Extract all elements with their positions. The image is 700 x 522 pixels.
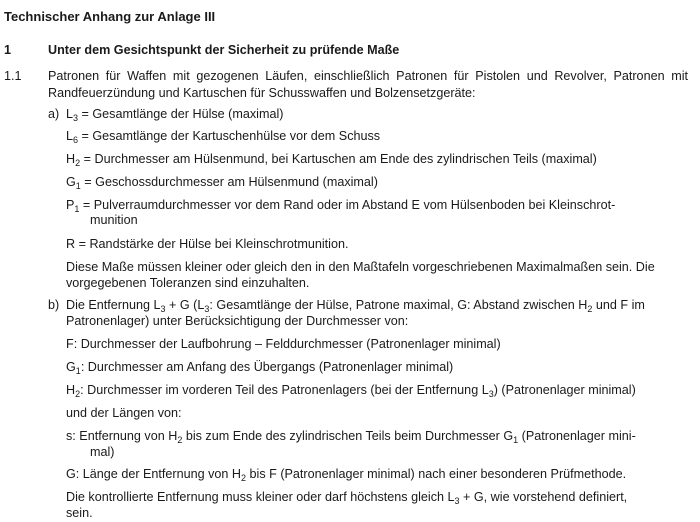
def-p1-continuation: munition	[90, 213, 138, 227]
def-h2: $H_2$ = Durchmesser am Hülsenmund, bei Kartuschen am Ende des zylindrischen Teils (maximal)	[66, 152, 597, 168]
item-b-label: b)	[48, 298, 60, 312]
page-title: Technischer Anhang zur Anlage III	[4, 9, 216, 24]
def-r: R = Randstärke der Hülse bei Kleinschrotmunition.	[66, 237, 349, 251]
def-h2-b: $H_2$: Durchmesser im vorderen Teil des Patronenlagers (bei der Entfernung $L_3$) (Patronenlager minimal)	[66, 383, 636, 399]
item-a-label: a)	[48, 107, 60, 121]
lengths-intro: und der Längen von:	[66, 406, 182, 420]
def-f: F: Durchmesser der Laufbohrung – Felddurchmesser (Patronenlager minimal)	[66, 337, 501, 351]
b-line-2: Patronenlager) unter Berücksichtigung der Durchmesser von:	[66, 314, 409, 328]
subsection-number: 1.1	[4, 69, 22, 83]
def-s-continuation: mal)	[90, 445, 115, 459]
def-l6: $L_6$ = Gesamtlänge der Kartuschenhülse vor dem Schuss	[66, 129, 381, 145]
def-g: G: Länge der Entfernung von $H_2$ bis F (Patronenlager minimal) nach einer besonderen Prüfmethode.	[66, 467, 627, 483]
def-l3: $L_3$ = Gesamtlänge der Hülse (maximal)	[66, 107, 284, 123]
final-line-2: sein.	[66, 506, 93, 520]
section-title: Unter dem Gesichtspunkt der Sicherheit zu prüfende Maße	[48, 43, 400, 57]
final-line-1: Die kontrollierte Entfernung muss kleiner oder darf höchstens gleich $L_3 + G$, wie vorstehend definiert,	[66, 490, 628, 506]
def-g1: $G_1$ = Geschossdurchmesser am Hülsenmund (maximal)	[66, 175, 378, 191]
note-line-1: Diese Maße müssen kleiner oder gleich den in den Maßtafeln vorgeschriebenen Maximalmaßen sein. Die	[66, 260, 655, 274]
note-line-2: vorgegebenen Toleranzen sind einzuhalten.	[66, 276, 310, 290]
def-s: s: Entfernung von $H_2$ bis zum Ende des zylindrischen Teils beim Durchmesser $G_1$ (Patronenlager mini-	[66, 429, 636, 445]
def-p1: $P_1$ = Pulverraumdurchmesser vor dem Rand oder im Abstand E vom Hülsenboden bei Kleinschrot-	[66, 198, 616, 214]
subsection-text: Patronen für Waffen mit gezogenen Läufen, einschließlich Patronen für Pistolen und Revolver, Patronen mit Randfeuerzündung und Kartuschen für Schusswaffen und Bolzensetzgeräte:	[48, 69, 688, 100]
section-number: 1	[4, 43, 12, 57]
b-line-1: Die Entfernung $L_3 + G$ ($L_3$: Gesamtlänge der Hülse, Patrone maximal, G: Abstand zwischen $H_2$ und F im	[66, 298, 645, 314]
def-g1-b: $G_1$: Durchmesser am Anfang des Übergangs (Patronenlager minimal)	[66, 360, 454, 376]
